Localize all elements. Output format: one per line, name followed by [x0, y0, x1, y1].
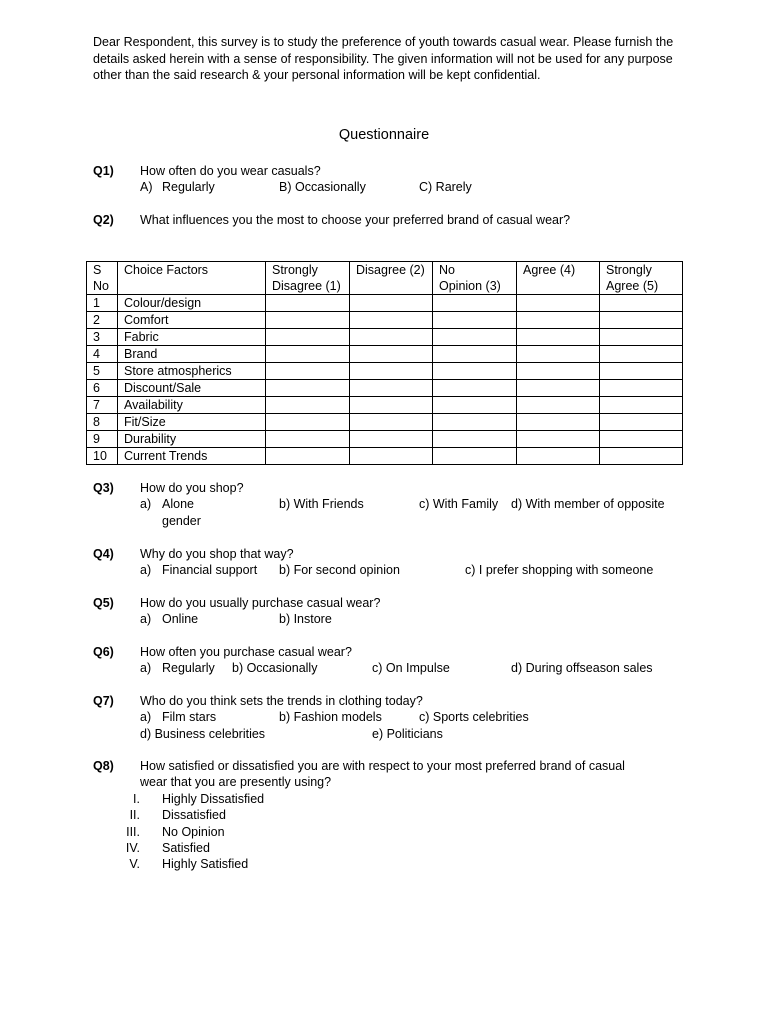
- row-factor: Durability: [118, 431, 266, 448]
- header-disagree: Disagree (2): [350, 262, 433, 295]
- q4-option-c: c) I prefer shopping with someone: [465, 563, 654, 577]
- rating-cell[interactable]: [266, 295, 350, 312]
- rating-cell[interactable]: [600, 431, 683, 448]
- intro-paragraph: Dear Respondent, this survey is to study the preference of youth towards casual wear. Please furnish the details asked herein with a sense of responsibility. The given information will not be used for any purpose other than the said research & your personal information will be kept confidential.: [93, 35, 674, 82]
- rating-cell[interactable]: [350, 329, 433, 346]
- q5-text: How do you usually purchase casual wear?: [140, 596, 381, 610]
- q1-option-a-letter: A): [140, 180, 153, 194]
- row-number: 8: [87, 414, 118, 431]
- q8-option-numeral: V.: [129, 857, 140, 871]
- q1-option-a: Regularly: [162, 180, 215, 194]
- rating-cell[interactable]: [350, 363, 433, 380]
- rating-cell[interactable]: [350, 414, 433, 431]
- rating-cell[interactable]: [600, 295, 683, 312]
- q7-option-a-letter: a): [140, 710, 152, 724]
- page-title: Questionnaire: [338, 127, 430, 143]
- rating-cell[interactable]: [350, 448, 433, 465]
- q1-text: How often do you wear casuals?: [140, 164, 321, 178]
- table-row: [87, 448, 683, 465]
- rating-cell[interactable]: [600, 380, 683, 397]
- table-row: [87, 414, 683, 431]
- rating-cell[interactable]: [517, 380, 600, 397]
- rating-cell[interactable]: [517, 397, 600, 414]
- table-header-row: [87, 262, 683, 295]
- q8-text-line-1: How satisfied or dissatisfied you are with respect to your most preferred brand of casual: [140, 759, 625, 773]
- rating-cell[interactable]: [350, 312, 433, 329]
- q4-number: Q4): [93, 547, 114, 561]
- q3-option-d-continued: gender: [162, 514, 201, 528]
- q1-option-b: B) Occasionally: [279, 180, 366, 194]
- row-factor: Fit/Size: [118, 414, 266, 431]
- header-strongly-disagree: Strongly Disagree (1): [266, 262, 350, 295]
- q7-option-d: d) Business celebrities: [140, 727, 266, 741]
- row-factor: Colour/design: [118, 295, 266, 312]
- rating-cell[interactable]: [517, 363, 600, 380]
- rating-cell[interactable]: [433, 431, 517, 448]
- q6-option-c: c) On Impulse: [372, 661, 450, 675]
- row-number: 2: [87, 312, 118, 329]
- q8-option-label: Satisfied: [162, 841, 210, 855]
- q6-option-a-letter: a): [140, 661, 152, 675]
- rating-cell[interactable]: [517, 346, 600, 363]
- row-number: 7: [87, 397, 118, 414]
- rating-cell[interactable]: [517, 329, 600, 346]
- row-factor: Brand: [118, 346, 266, 363]
- table-row: [87, 295, 683, 312]
- rating-cell[interactable]: [433, 397, 517, 414]
- table-row: [87, 312, 683, 329]
- rating-cell[interactable]: [600, 312, 683, 329]
- row-factor: Availability: [118, 397, 266, 414]
- q3-text: How do you shop?: [140, 481, 244, 495]
- rating-cell[interactable]: [350, 397, 433, 414]
- rating-cell[interactable]: [433, 448, 517, 465]
- q3-option-b: b) With Friends: [279, 497, 364, 511]
- rating-cell[interactable]: [266, 329, 350, 346]
- row-number: 3: [87, 329, 118, 346]
- rating-cell[interactable]: [266, 312, 350, 329]
- row-number: 9: [87, 431, 118, 448]
- rating-cell[interactable]: [600, 448, 683, 465]
- q8-number: Q8): [93, 759, 114, 773]
- row-factor: Store atmospherics: [118, 363, 266, 380]
- row-factor: Fabric: [118, 329, 266, 346]
- q5-option-b: b) Instore: [279, 612, 332, 626]
- rating-cell[interactable]: [433, 312, 517, 329]
- q2-text: What influences you the most to choose your preferred brand of casual wear?: [140, 213, 571, 227]
- rating-cell[interactable]: [433, 295, 517, 312]
- header-agree: Agree (4): [517, 262, 600, 295]
- q8-option-numeral: IV.: [125, 841, 140, 855]
- rating-cell[interactable]: [266, 414, 350, 431]
- q7-option-b: b) Fashion models: [279, 710, 382, 724]
- rating-cell[interactable]: [517, 431, 600, 448]
- row-factor: Discount/Sale: [118, 380, 266, 397]
- q7-option-c: c) Sports celebrities: [419, 710, 529, 724]
- q6-text: How often you purchase casual wear?: [140, 645, 352, 659]
- table-row: [87, 397, 683, 414]
- q6-option-a: Regularly: [162, 661, 215, 675]
- rating-cell[interactable]: [517, 414, 600, 431]
- q7-option-a: Film stars: [162, 710, 217, 724]
- row-number: 1: [87, 295, 118, 312]
- rating-cell[interactable]: [350, 431, 433, 448]
- rating-cell[interactable]: [600, 346, 683, 363]
- rating-cell[interactable]: [266, 431, 350, 448]
- rating-cell[interactable]: [600, 363, 683, 380]
- header-choice-factors: Choice Factors: [118, 262, 266, 295]
- rating-cell[interactable]: [266, 380, 350, 397]
- rating-cell[interactable]: [350, 346, 433, 363]
- q1-option-c: C) Rarely: [419, 180, 472, 194]
- q1-number: Q1): [93, 164, 114, 178]
- q7-text: Who do you think sets the trends in clothing today?: [140, 694, 423, 708]
- row-factor: Comfort: [118, 312, 266, 329]
- q7-number: Q7): [93, 694, 114, 708]
- rating-cell[interactable]: [350, 380, 433, 397]
- q7-option-e: e) Politicians: [372, 727, 443, 741]
- row-factor: Current Trends: [118, 448, 266, 465]
- table-row: [87, 431, 683, 448]
- q4-option-b: b) For second opinion: [279, 563, 400, 577]
- rating-cell[interactable]: [600, 329, 683, 346]
- choice-factors-table: [86, 261, 683, 465]
- rating-cell[interactable]: [600, 414, 683, 431]
- row-number: 10: [87, 448, 118, 465]
- row-number: 5: [87, 363, 118, 380]
- q3-option-c: c) With Family: [419, 497, 499, 511]
- q2-number: Q2): [93, 213, 114, 227]
- q8-text-line-2: wear that you are presently using?: [140, 775, 332, 789]
- q4-option-a-letter: a): [140, 563, 152, 577]
- rating-cell[interactable]: [517, 448, 600, 465]
- rating-cell[interactable]: [600, 397, 683, 414]
- rating-cell[interactable]: [433, 380, 517, 397]
- rating-cell[interactable]: [517, 312, 600, 329]
- q6-option-d: d) During offseason sales: [511, 661, 653, 675]
- q3-option-a: Alone: [162, 497, 194, 511]
- q4-text: Why do you shop that way?: [140, 547, 294, 561]
- rating-cell[interactable]: [266, 448, 350, 465]
- q4-option-a: Financial support: [162, 563, 258, 577]
- table-row: [87, 329, 683, 346]
- rating-cell[interactable]: [350, 295, 433, 312]
- q3-number: Q3): [93, 481, 114, 495]
- header-no-opinion: No Opinion (3): [433, 262, 517, 295]
- row-number: 4: [87, 346, 118, 363]
- q3-option-d: d) With member of opposite: [511, 497, 665, 511]
- q8-option-label: No Opinion: [162, 825, 225, 839]
- rating-cell[interactable]: [517, 295, 600, 312]
- rating-cell[interactable]: [433, 414, 517, 431]
- q3-option-a-letter: a): [140, 497, 152, 511]
- q6-number: Q6): [93, 645, 114, 659]
- header-s-no: S No: [87, 262, 118, 295]
- table-row: [87, 346, 683, 363]
- table-row: [87, 380, 683, 397]
- header-strongly-agree: Strongly Agree (5): [600, 262, 683, 295]
- table-row: [87, 363, 683, 380]
- q8-option-label: Highly Dissatisfied: [162, 792, 265, 806]
- q5-option-a-letter: a): [140, 612, 152, 626]
- q8-option-label: Dissatisfied: [162, 808, 226, 822]
- q8-option-label: Highly Satisfied: [162, 857, 249, 871]
- rating-cell[interactable]: [266, 397, 350, 414]
- rating-cell[interactable]: [433, 363, 517, 380]
- q5-number: Q5): [93, 596, 114, 610]
- rating-cell[interactable]: [266, 363, 350, 380]
- rating-cell[interactable]: [433, 329, 517, 346]
- q8-option-numeral: II.: [129, 808, 140, 822]
- q5-option-a: Online: [162, 612, 199, 626]
- row-number: 6: [87, 380, 118, 397]
- q8-option-numeral: I.: [133, 792, 140, 806]
- rating-cell[interactable]: [266, 346, 350, 363]
- rating-cell[interactable]: [433, 346, 517, 363]
- q8-option-numeral: III.: [126, 825, 140, 839]
- q6-option-b: b) Occasionally: [232, 661, 318, 675]
